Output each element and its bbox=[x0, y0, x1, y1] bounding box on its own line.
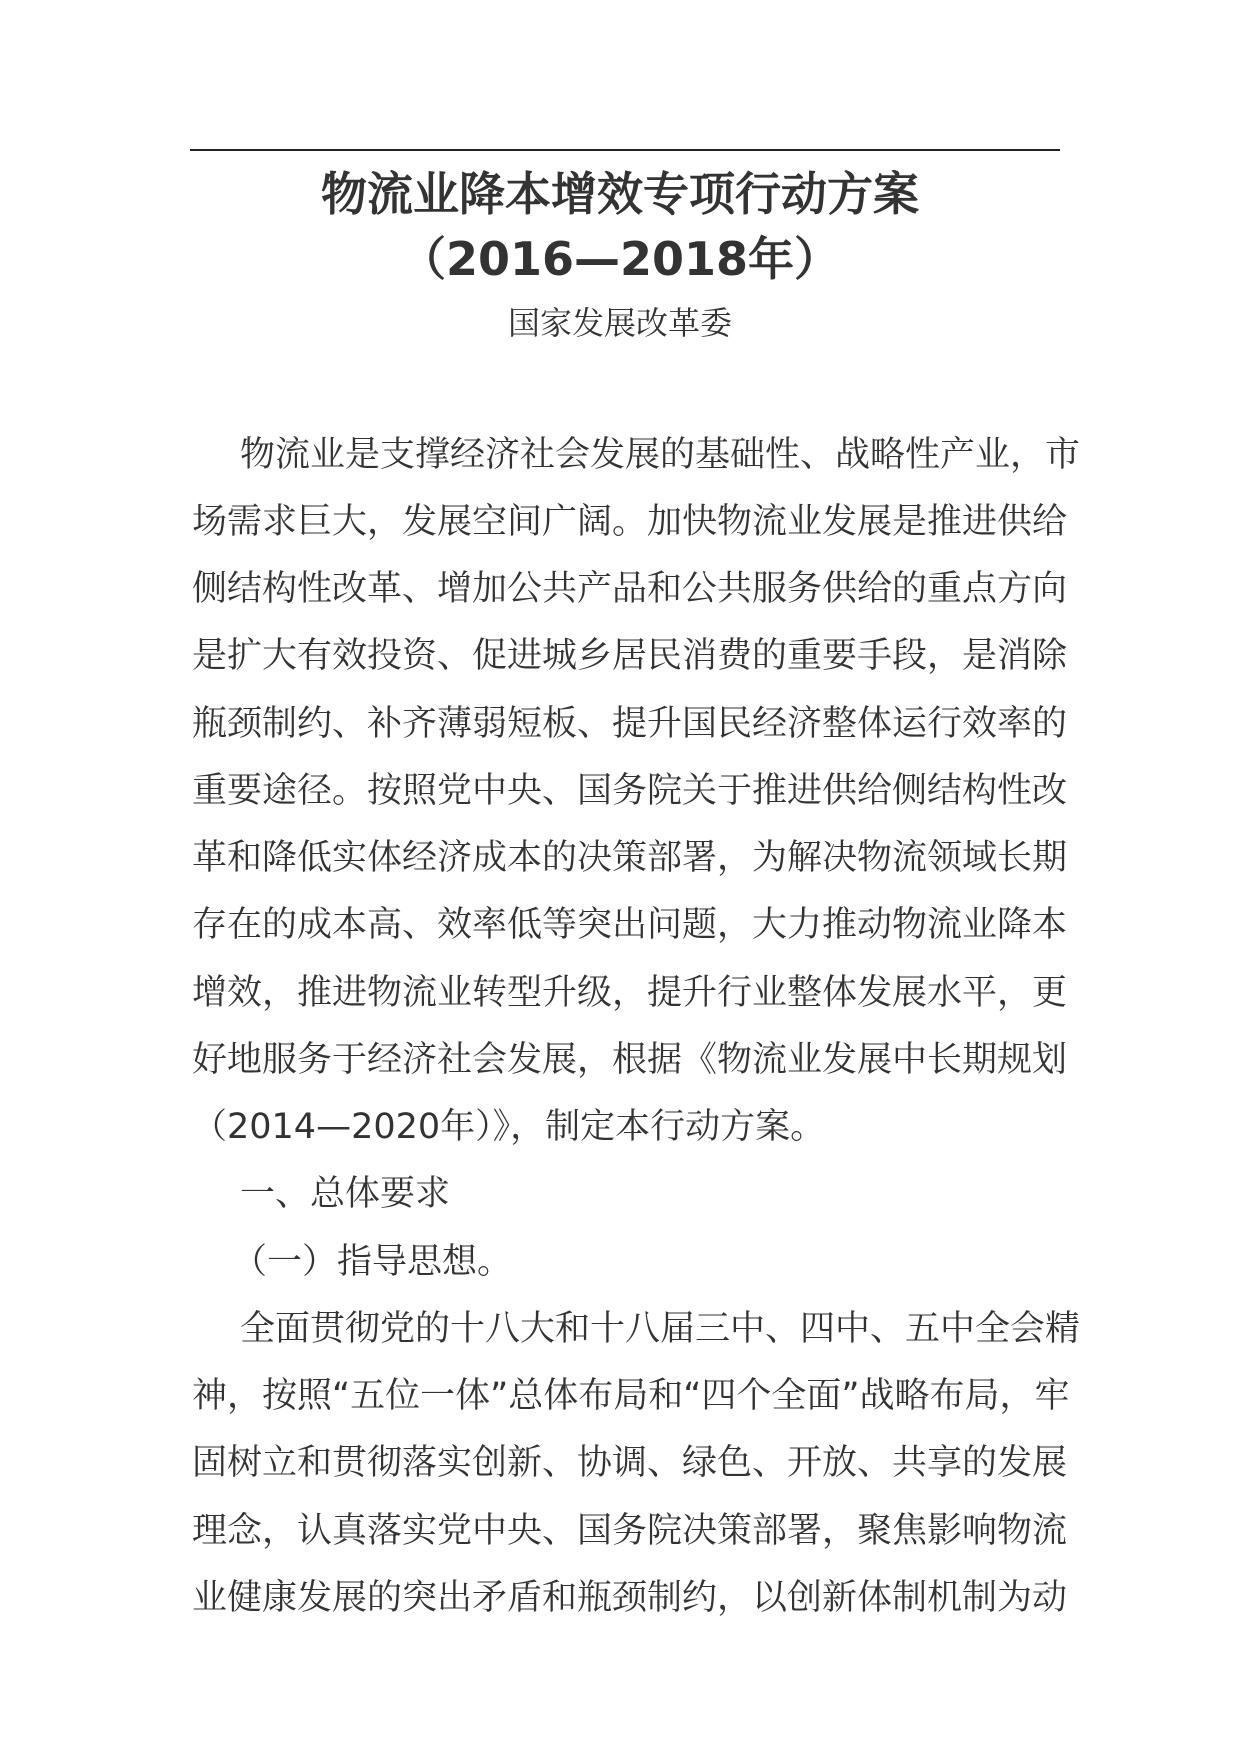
paragraph-line: 业健康发展的突出矛盾和瓶颈制约，以创新体制机制为动 bbox=[192, 1578, 1068, 1618]
header-rule bbox=[190, 149, 1060, 151]
paragraph-line: 好地服务于经济社会发展，根据《物流业发展中长期规划 bbox=[192, 1040, 1068, 1080]
document-subtitle: （2016—2018年） bbox=[399, 232, 841, 286]
paragraph-line: 神，按照“五位一体”总体布局和“四个全面”战略布局，牢 bbox=[192, 1376, 1070, 1416]
paragraph-line: 是扩大有效投资、促进城乡居民消费的重要手段，是消除 bbox=[192, 636, 1068, 676]
paragraph-line: 瓶颈制约、补齐薄弱短板、提升国民经济整体运行效率的 bbox=[192, 704, 1068, 744]
paragraph-line: 增效，推进物流业转型升级，提升行业整体发展水平，更 bbox=[192, 973, 1068, 1013]
paragraph-line: 理念，认真落实党中央、国务院决策部署，聚焦影响物流 bbox=[192, 1511, 1068, 1551]
document-author: 国家发展改革委 bbox=[507, 304, 732, 342]
paragraph-line: 物流业是支撑经济社会发展的基础性、战略性产业，市 bbox=[240, 435, 1081, 475]
paragraph-line: 存在的成本高、效率低等突出问题，大力推动物流业降本 bbox=[192, 905, 1068, 945]
paragraph-line: （2014—2020年）》，制定本行动方案。 bbox=[192, 1107, 826, 1147]
subsection-heading: （一）指导思想。 bbox=[232, 1242, 513, 1282]
paragraph-line: 侧结构性改革、增加公共产品和公共服务供给的重点方向 bbox=[192, 569, 1068, 609]
paragraph-line: 全面贯彻党的十八大和十八届三中、四中、五中全会精 bbox=[240, 1309, 1081, 1349]
paragraph-line: 场需求巨大，发展空间广阔。加快物流业发展是推进供给 bbox=[192, 502, 1068, 542]
paragraph-line: 固树立和贯彻落实创新、协调、绿色、开放、共享的发展 bbox=[192, 1443, 1068, 1483]
section-heading: 一、总体要求 bbox=[240, 1174, 451, 1214]
paragraph-line: 重要途径。按照党中央、国务院关于推进供给侧结构性改 bbox=[192, 771, 1068, 811]
document-title: 物流业降本增效专项行动方案 bbox=[321, 167, 919, 221]
paragraph-line: 革和降低实体经济成本的决策部署，为解决物流领域长期 bbox=[192, 838, 1068, 878]
